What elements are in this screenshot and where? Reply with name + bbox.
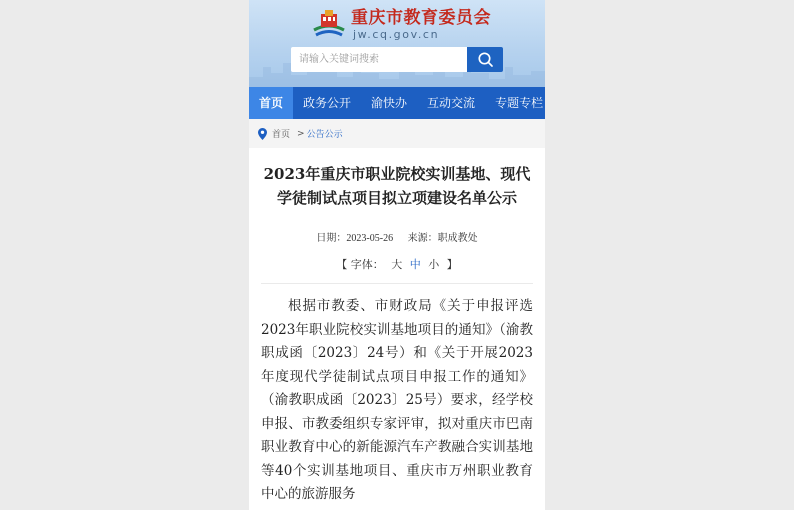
- font-small-button[interactable]: 小: [428, 258, 440, 271]
- date-label: 日期：: [316, 233, 347, 244]
- mobile-page: [249, 0, 545, 510]
- breadcrumb: [249, 119, 545, 148]
- main-nav: [249, 87, 545, 119]
- breadcrumb-current[interactable]: 公告公示: [306, 130, 343, 140]
- search-button[interactable]: [467, 47, 503, 72]
- nav-item-interaction[interactable]: 互动交流: [427, 96, 476, 110]
- font-medium-button[interactable]: 中: [409, 258, 421, 271]
- article-body: 根据市教委、市财政局《关于申报评选2023年职业院校实训基地项目的通知》（渝教职成函〔2023〕24号）和《关于开展2023年度现代学徒制试点项目申报工作的通知》（渝教职成函〔2023〕25号）要求，经学校申报、市教委组织专家评审，拟对重庆市巴南职业教育中心的新能源汽车产教融合实训基地等40个实训基地项目、重庆市万州职业教育中心的旅游服务: [261, 298, 533, 502]
- breadcrumb-home[interactable]: 首页: [272, 130, 291, 140]
- site-name: 重庆市教育委员会: [351, 7, 491, 28]
- site-logo[interactable]: [311, 6, 491, 42]
- source-label: 来源：: [407, 233, 438, 244]
- site-header: [249, 0, 545, 87]
- font-size-close-bracket: 】: [446, 258, 458, 271]
- article-source: 职成教处: [437, 233, 478, 244]
- site-url: jw.cq.gov.cn: [353, 27, 440, 41]
- article-date: 2023-05-26: [346, 233, 394, 244]
- location-pin-icon: [258, 128, 267, 140]
- search-bar: [291, 47, 503, 72]
- article-meta: [261, 229, 533, 244]
- divider: [261, 283, 533, 284]
- font-size-label: 【 字体：: [336, 258, 384, 271]
- font-large-button[interactable]: 大: [391, 258, 403, 271]
- search-icon: [477, 51, 494, 68]
- emblem-logo-icon: [311, 6, 347, 42]
- nav-item-yukuaiban[interactable]: 渝快办: [371, 96, 408, 110]
- font-size-selector: [261, 256, 533, 272]
- nav-item-home[interactable]: 首页: [249, 87, 293, 119]
- article: [249, 162, 545, 507]
- search-input[interactable]: [291, 47, 467, 72]
- breadcrumb-separator: >: [297, 128, 305, 139]
- nav-item-government-affairs[interactable]: 政务公开: [303, 96, 352, 110]
- nav-item-special-topics[interactable]: 专题专栏: [495, 96, 544, 110]
- article-title: 2023年重庆市职业院校实训基地、现代学徒制试点项目拟立项建设名单公示: [263, 165, 531, 207]
